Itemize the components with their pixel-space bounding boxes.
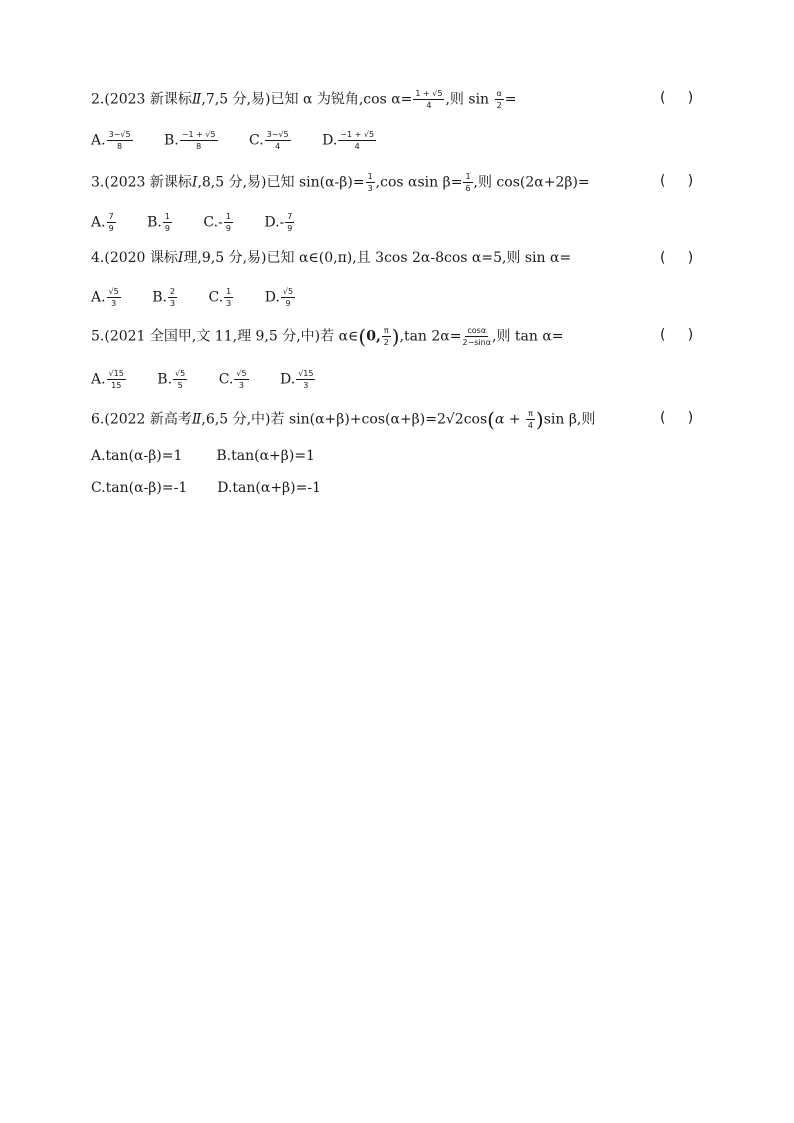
question-4-stem: 4.(2020 课标Ⅰ理,9,5 分,易)已知 α∈(0,π),且 3cos 2α-8cos α=5,则 sin α= xyxy=(91,250,572,266)
option-c[interactable]: C. $\frac{√5}{3}$ xyxy=(218,369,247,390)
option-b[interactable]: B.tan(α+β)=1 xyxy=(216,448,315,464)
option-b[interactable]: B. $\frac{2}{3}$ xyxy=(152,287,176,308)
fraction: $\frac{1}{3}$ xyxy=(367,172,373,193)
option-a[interactable]: A. $\frac{√15}{15}$ xyxy=(91,369,124,390)
fraction: $\frac{\cos\alpha}{2-\sin\alpha}$ xyxy=(462,326,492,347)
sqrt: √2 xyxy=(445,411,464,428)
question-6-options-row-1 xyxy=(91,447,341,465)
fraction: $\frac{\pi}{2}$ xyxy=(383,326,389,347)
option-b[interactable]: B. $\frac{-1 + √5}{8}$ xyxy=(164,130,216,151)
question-6-options-row-2 xyxy=(91,479,347,497)
question-2-roman: Ⅱ xyxy=(191,91,202,108)
question-5-source: 5.(2021 全国甲,文 11,理 9,5 分,中)若 α∈ xyxy=(91,328,359,345)
answer-parenthesis: ( ) xyxy=(660,90,694,106)
question-2-text: ,7,5 分,易)已知 α 为锐角,cos α= xyxy=(201,91,413,108)
question-3-options xyxy=(91,212,321,233)
option-c[interactable]: C.tan(α-β)=-1 xyxy=(91,480,188,496)
question-4-source: 4.(2020 课标 xyxy=(91,250,178,266)
option-b[interactable]: B. $\frac{√5}{5}$ xyxy=(157,369,186,390)
question-3-source: 3.(2023 新课标 xyxy=(91,174,192,191)
question-2-options xyxy=(91,130,403,151)
option-c[interactable]: C.- $\frac{1}{9}$ xyxy=(203,212,231,233)
option-a[interactable]: A. $\frac{7}{9}$ xyxy=(91,212,114,233)
option-a[interactable]: A.tan(α-β)=1 xyxy=(91,448,183,464)
answer-parenthesis: ( ) xyxy=(660,173,694,189)
option-d[interactable]: D. $\frac{-1 + √5}{4}$ xyxy=(322,130,375,151)
question-5-stem: 5.(2021 全国甲,文 11,理 9,5 分,中)若 α∈(0, $\frac{\pi}{2}$ ),tan 2α= $\frac{\cos\alpha}{2-\sin\alpha}$ ,则 tan α= xyxy=(91,324,564,349)
option-a[interactable]: A. $\frac{√5}{3}$ xyxy=(91,287,119,308)
fraction: $\frac{\alpha}{2}$ xyxy=(496,89,502,110)
question-4-roman: Ⅰ xyxy=(177,250,184,266)
question-5-options xyxy=(91,369,342,390)
question-2-source: 2.(2023 新课标 xyxy=(91,91,192,108)
option-b[interactable]: B. $\frac{1}{9}$ xyxy=(147,212,170,233)
option-a[interactable]: A. $\frac{3-√5}{8}$ xyxy=(91,130,131,151)
option-d[interactable]: D.- $\frac{7}{9}$ xyxy=(264,212,293,233)
fraction: $\frac{1}{6}$ xyxy=(465,172,471,193)
question-4-options xyxy=(91,287,322,308)
option-d[interactable]: D. $\frac{√15}{3}$ xyxy=(280,369,314,390)
question-6-roman: Ⅱ xyxy=(191,411,202,428)
option-c[interactable]: C. $\frac{3-√5}{4}$ xyxy=(248,130,289,151)
answer-parenthesis: ( ) xyxy=(660,250,694,266)
option-d[interactable]: D. $\frac{√5}{9}$ xyxy=(264,287,294,308)
fraction: $\frac{\pi}{4}$ xyxy=(527,409,534,430)
question-2-stem: 2.(2023 新课标Ⅱ,7,5 分,易)已知 α 为锐角,cos α= $\frac{1 + √5}{4}$ ,则 sin $\frac{\alpha}{2}$ = xyxy=(91,89,517,110)
answer-parenthesis: ( ) xyxy=(660,410,694,426)
question-6-source: 6.(2022 新高考 xyxy=(91,411,192,428)
fraction: $\frac{1 + √5}{4}$ xyxy=(415,89,443,110)
option-c[interactable]: C. $\frac{1}{3}$ xyxy=(208,287,232,308)
option-d[interactable]: D.tan(α+β)=-1 xyxy=(217,480,321,496)
question-6-stem: 6.(2022 新高考Ⅱ,6,5 分,中)若 sin(α+β)+cos(α+β)=2√2cos(α + $\frac{\pi}{4}$ )sin β,则 xyxy=(91,407,596,432)
question-3-stem: 3.(2023 新课标Ⅰ,8,5 分,易)已知 sin(α-β)= $\frac{1}{3}$ ,cos αsin β= $\frac{1}{6}$ ,则 cos(2α+2β)= xyxy=(91,172,590,193)
answer-parenthesis: ( ) xyxy=(660,327,694,343)
question-3-roman: Ⅰ xyxy=(191,174,198,191)
